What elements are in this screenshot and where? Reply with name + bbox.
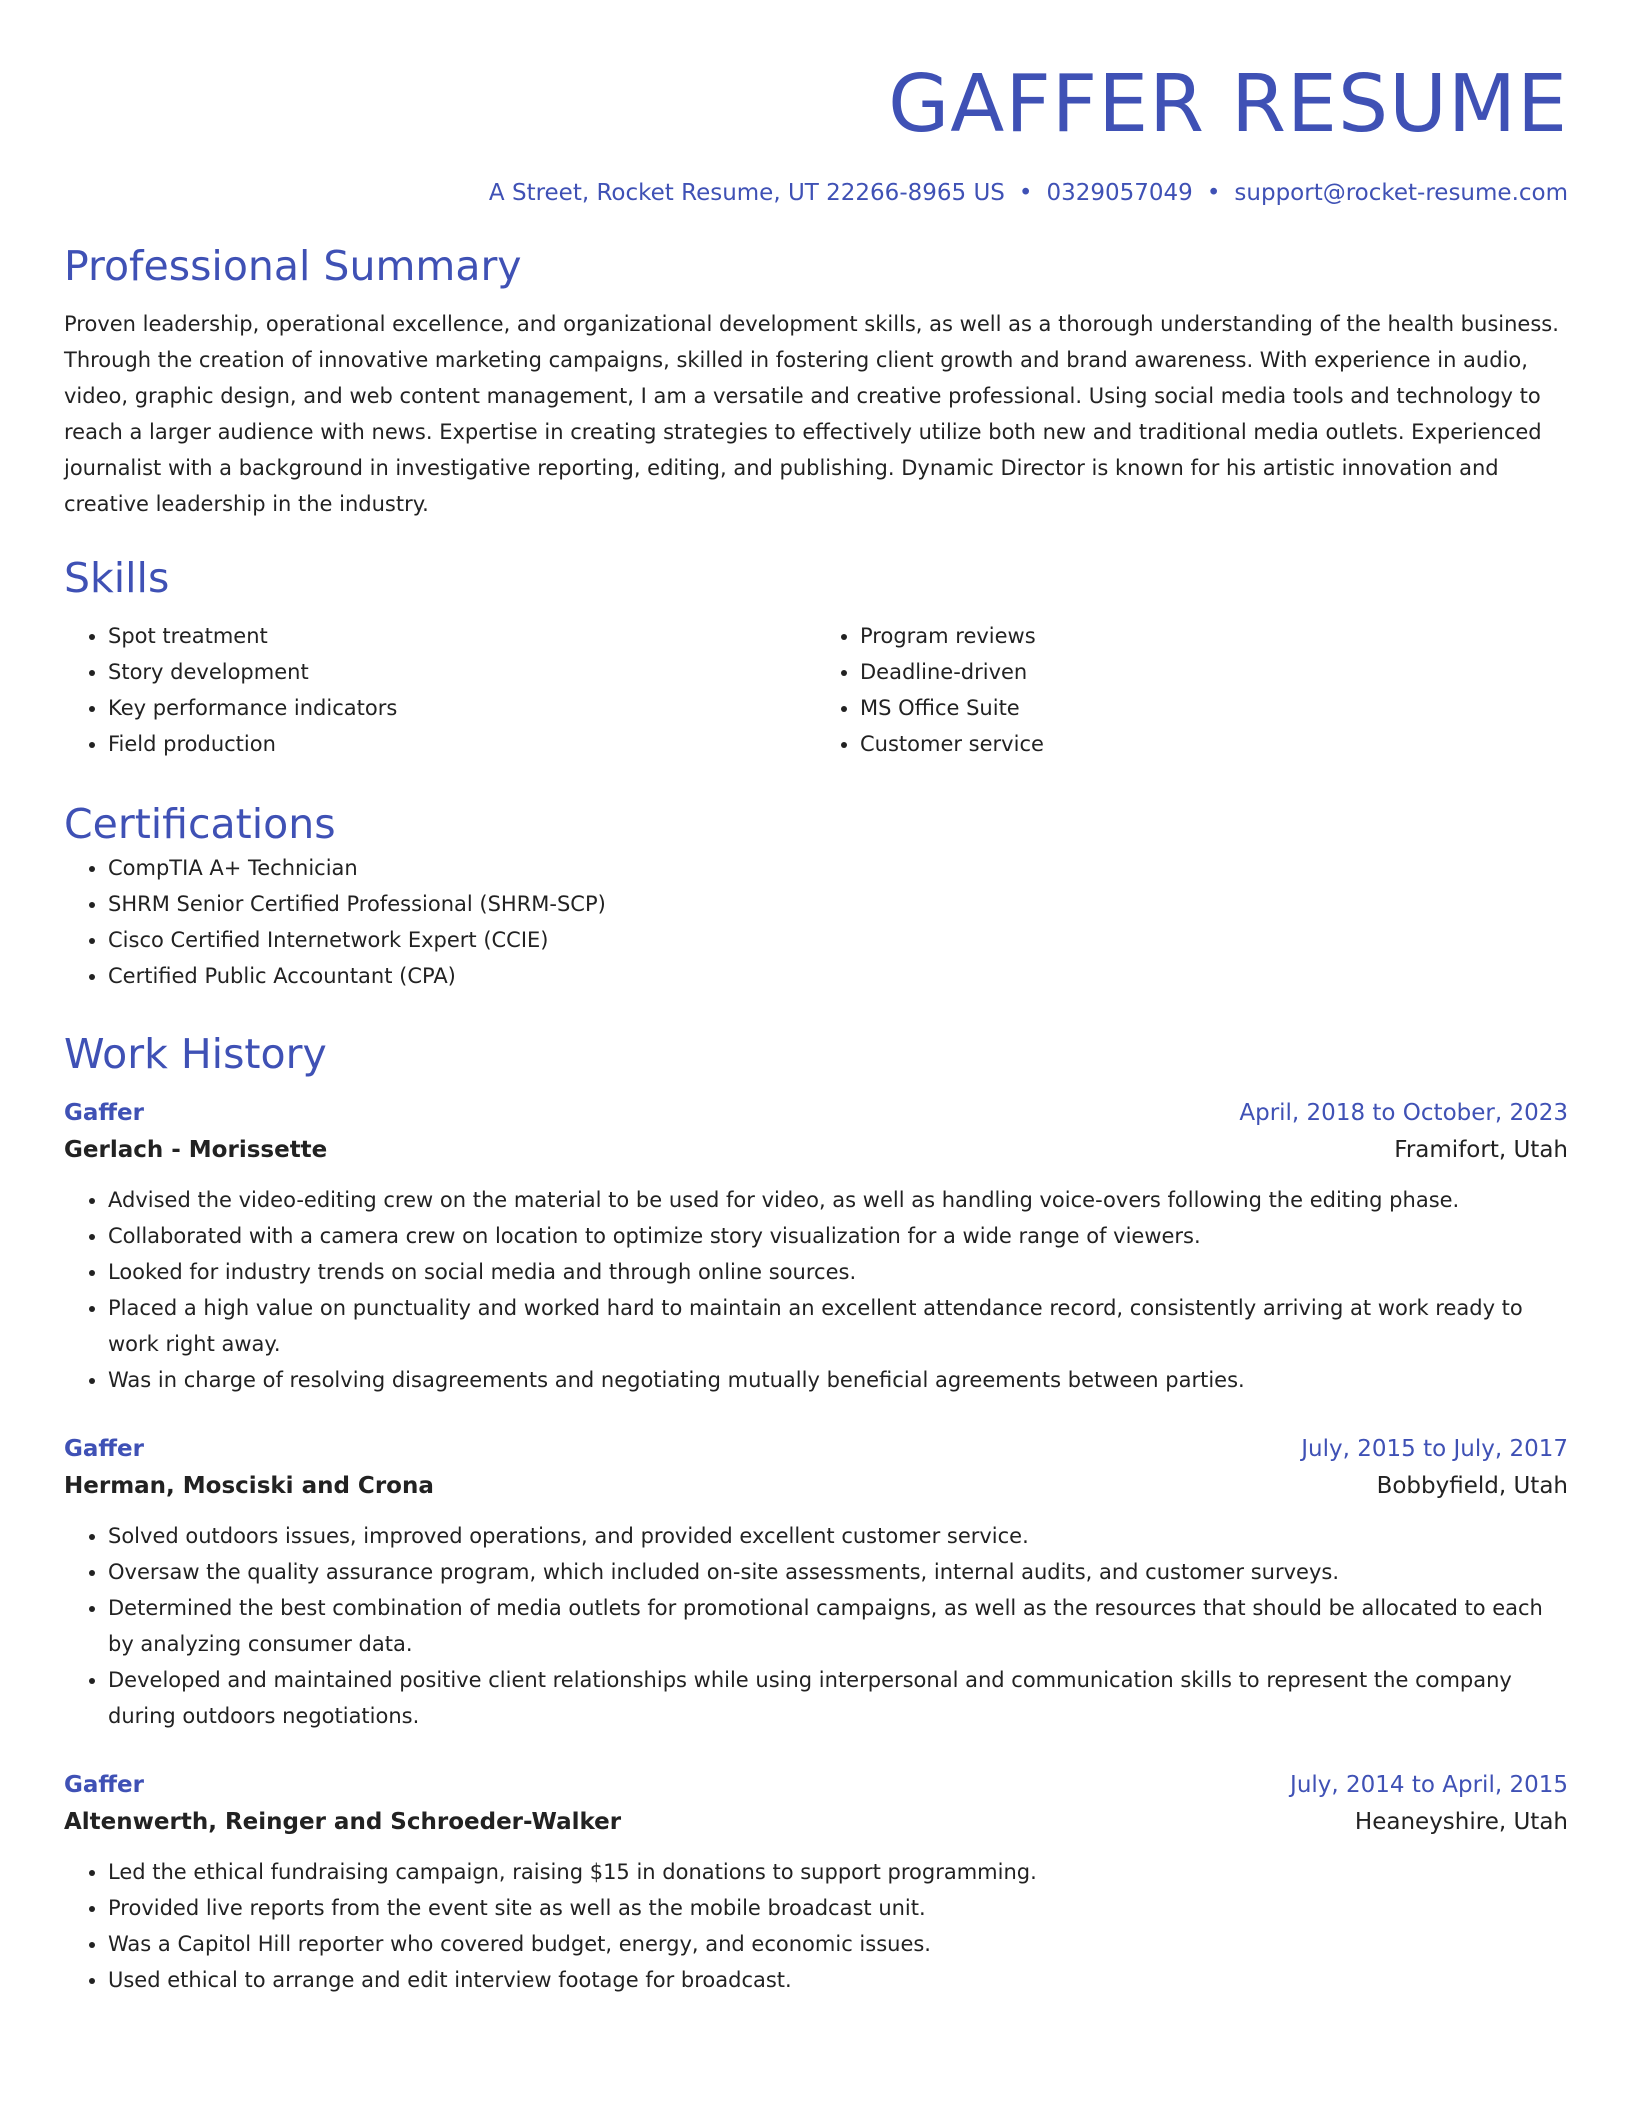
job-duty: • Was a Capitol Hill reporter who covered budget, energy, and economic issues. [108,1926,1568,1962]
job-company: Herman, Mosciski and Crona [64,1473,434,1499]
job-title: Gaffer [64,1100,144,1126]
contact-separator: • [1206,180,1221,206]
job-duty: • Advised the video-editing crew on the material to be used for video, as well as handling voice-overs following the editing phase. [108,1182,1568,1218]
job-duty: • Provided live reports from the event site as well as the mobile broadcast unit. [108,1890,1568,1926]
job-dates: July, 2014 to April, 2015 [1290,1772,1568,1798]
job-duty: • Led the ethical fundraising campaign, raising $15 in donations to support programming. [108,1854,1568,1890]
contact-line [64,178,1568,208]
skill-item: • Story development [108,654,816,690]
job-duty: • Oversaw the quality assurance program, which included on-site assessments, internal audits, and customer surveys. [108,1554,1568,1590]
job-company-row [64,1130,1568,1170]
job-header-row [64,1768,1568,1802]
summary-heading: Professional Summary [64,242,522,290]
job-location: Heaneyshire, Utah [1354,1809,1568,1835]
skill-item: • Program reviews [860,618,1568,654]
job-duty: • Collaborated with a camera crew on location to optimize story visualization for a wide range of viewers. [108,1218,1568,1254]
job-duty: • Determined the best combination of media outlets for promotional campaigns, as well as the resources that should be allocated to each by analyzing consumer data. [108,1590,1568,1662]
job-header-row [64,1096,1568,1130]
job-duty: • Used ethical to arrange and edit interview footage for broadcast. [108,1962,1568,1998]
skills-list-right [816,618,1568,762]
certification-item: • CompTIA A+ Technician [108,850,1568,886]
skill-item: • Key performance indicators [108,690,816,726]
job-entry [64,1432,1568,1734]
job-company-row [64,1466,1568,1506]
job-entry [64,1096,1568,1398]
job-dates: July, 2015 to July, 2017 [1301,1436,1568,1462]
contact-phone: 0329057049 [1046,180,1193,206]
job-company: Gerlach - Morissette [64,1137,328,1163]
skill-item: • Customer service [860,726,1568,762]
skill-item: • MS Office Suite [860,690,1568,726]
certifications-heading: Certifications [64,800,336,848]
skills-grid [64,618,1568,762]
job-duty: • Developed and maintained positive client relationships while using interpersonal and communication skills to represent the company during outdoors negotiations. [108,1662,1568,1734]
resume-title: GAFFER RESUME [888,58,1568,150]
job-title: Gaffer [64,1772,144,1798]
certification-item: • Certified Public Accountant (CPA) [108,958,1568,994]
certification-item: • SHRM Senior Certified Professional (SHRM-SCP) [108,886,1568,922]
job-company-row [64,1802,1568,1842]
job-dates: April, 2018 to October, 2023 [1239,1100,1568,1126]
contact-email[interactable]: support@rocket-resume.com [1234,180,1568,206]
summary-text: Proven leadership, operational excellence, and organizational development skills, as well as a thorough understanding of the health business. Through the creation of innovative marketing campaigns, skilled in fostering client growth and brand awareness. With experience in audio, video, graphic design, and web content management, I am a versatile and creative professional. Using social media tools and technology to reach a larger audience with news. Expertise in creating strategies to effectively utilize both new and traditional media outlets. Experienced journalist with a background in investigative reporting, editing, and publishing. Dynamic Director is known for his artistic innovation and creative leadership in the industry. [64,312,1559,516]
skills-list-left [64,618,816,762]
skill-item: • Field production [108,726,816,762]
skills-heading: Skills [64,554,170,602]
skill-item: • Spot treatment [108,618,816,654]
work-history-heading: Work History [64,1030,327,1078]
job-company: Altenwerth, Reinger and Schroeder-Walker [64,1809,622,1835]
job-duty: • Placed a high value on punctuality and worked hard to maintain an excellent attendance record, consistently arriving at work ready to work right away. [108,1290,1568,1362]
skill-item: • Deadline-driven [860,654,1568,690]
job-duties-list [64,1854,1568,1998]
job-duty: • Looked for industry trends on social media and through online sources. [108,1254,1568,1290]
job-duty: • Solved outdoors issues, improved operations, and provided excellent customer service. [108,1518,1568,1554]
certification-item: • Cisco Certified Internetwork Expert (CCIE) [108,922,1568,958]
job-entry [64,1768,1568,1998]
contact-separator: • [1018,180,1033,206]
job-duty: • Was in charge of resolving disagreements and negotiating mutually beneficial agreements between parties. [108,1362,1568,1398]
job-header-row [64,1432,1568,1466]
certifications-list [64,850,1568,994]
contact-address: A Street, Rocket Resume, UT 22266-8965 US [488,180,1005,206]
job-duties-list [64,1518,1568,1734]
job-location: Bobbyfield, Utah [1376,1473,1568,1499]
job-location: Framifort, Utah [1394,1137,1568,1163]
job-duties-list [64,1182,1568,1398]
job-title: Gaffer [64,1436,144,1462]
